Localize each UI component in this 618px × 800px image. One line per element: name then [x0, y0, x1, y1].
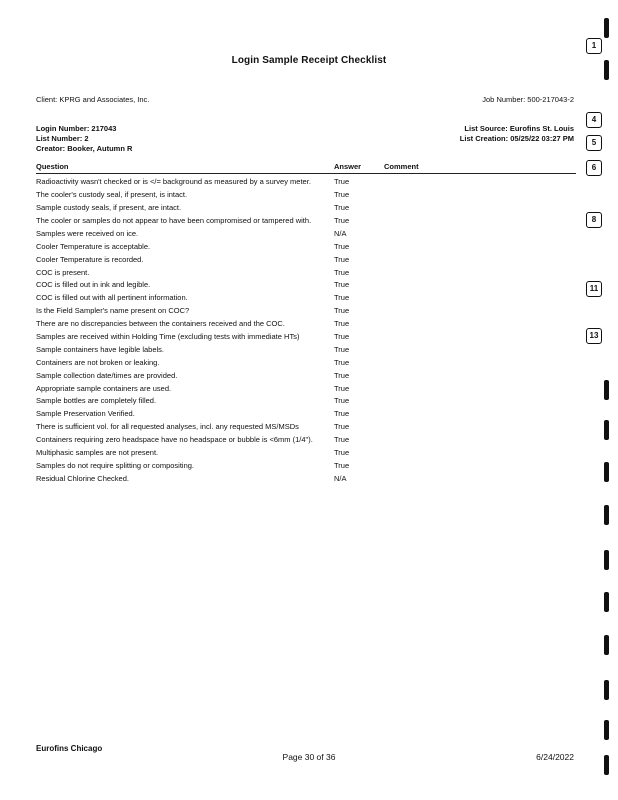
side-tab: 11 — [586, 281, 602, 297]
table-body — [36, 178, 576, 483]
row-answer: True — [334, 177, 350, 187]
table-row — [36, 436, 576, 445]
row-answer: True — [334, 370, 350, 380]
table-row — [36, 281, 576, 290]
row-answer: True — [334, 280, 350, 290]
row-comment — [384, 320, 576, 329]
row-question: Radioactivity wasn't checked or is </= background as measured by a survey meter. — [36, 177, 311, 187]
row-question: COC is filled out in ink and legible. — [36, 280, 151, 290]
row-question: Sample collection date/times are provided. — [36, 370, 178, 380]
table-row — [36, 256, 576, 265]
row-comment — [384, 204, 576, 213]
edge-mark — [604, 380, 609, 400]
edge-mark — [604, 60, 609, 80]
table-row — [36, 385, 576, 394]
row-comment — [384, 397, 576, 406]
row-comment — [384, 217, 576, 226]
row-question: There are no discrepancies between the containers received and the COC. — [36, 319, 285, 329]
table-row — [36, 191, 576, 200]
table-row — [36, 359, 576, 368]
row-question: Residual Chlorine Checked. — [36, 473, 129, 483]
row-question: Multiphasic samples are not present. — [36, 448, 159, 457]
list-number: List Number: 2 — [36, 134, 89, 143]
row-answer: N/A — [334, 473, 347, 483]
row-comment — [384, 372, 576, 381]
row-question: Containers are not broken or leaking. — [36, 357, 160, 367]
table-row — [36, 346, 576, 355]
row-comment — [384, 307, 576, 316]
table-row — [36, 217, 576, 226]
list-source: List Source: Eurofins St. Louis — [464, 124, 574, 133]
row-comment — [384, 281, 576, 290]
creator: Creator: Booker, Autumn R — [36, 144, 133, 153]
row-comment — [384, 178, 576, 187]
table-header — [36, 162, 576, 174]
side-tab: 1 — [586, 38, 602, 54]
row-comment — [384, 333, 576, 342]
footer-lab: Eurofins Chicago — [36, 744, 103, 753]
client-name: Client: KPRG and Associates, Inc. — [36, 95, 150, 104]
table-row — [36, 178, 576, 187]
edge-mark — [604, 505, 609, 525]
row-answer: N/A — [334, 228, 347, 238]
row-comment — [384, 423, 576, 432]
row-comment — [384, 385, 576, 394]
side-tab: 4 — [586, 112, 602, 128]
row-comment — [384, 256, 576, 265]
side-tab: 5 — [586, 135, 602, 151]
row-comment — [384, 436, 576, 445]
row-question: Sample custody seals, if present, are intact. — [36, 203, 182, 213]
header-question: Question — [36, 162, 69, 171]
table-row — [36, 320, 576, 329]
row-answer: True — [334, 383, 350, 393]
table-row — [36, 294, 576, 303]
row-answer: True — [334, 409, 350, 419]
row-comment — [384, 359, 576, 368]
row-question: COC is present. — [36, 267, 90, 277]
table-row — [36, 397, 576, 406]
row-answer: True — [334, 190, 350, 200]
row-question: Samples were received on ice. — [36, 228, 139, 238]
row-answer: True — [334, 331, 350, 341]
checklist-table — [36, 162, 576, 483]
edge-mark — [604, 550, 609, 570]
row-comment — [384, 410, 576, 419]
row-answer: True — [334, 203, 350, 213]
footer-date: 6/24/2022 — [536, 752, 574, 762]
footer-page: Page 30 of 36 — [282, 752, 336, 762]
table-row — [36, 243, 576, 252]
row-question: Containers requiring zero headspace have no headspace or bubble is <6mm (1/4"). — [36, 435, 313, 445]
row-answer: True — [334, 357, 350, 367]
table-row — [36, 230, 576, 239]
edge-mark — [604, 755, 609, 775]
row-answer: True — [334, 460, 350, 470]
row-comment — [384, 475, 576, 484]
table-row — [36, 475, 576, 484]
edge-mark — [604, 680, 609, 700]
row-comment — [384, 346, 576, 355]
header-comment: Comment — [384, 162, 419, 171]
row-comment — [384, 269, 576, 278]
table-row — [36, 423, 576, 432]
row-comment — [384, 294, 576, 303]
row-question: Cooler Temperature is recorded. — [36, 254, 144, 264]
header-answer: Answer — [334, 162, 362, 171]
table-row — [36, 449, 576, 458]
row-answer: True — [334, 448, 350, 457]
row-answer: True — [334, 267, 350, 277]
row-answer: True — [334, 396, 350, 406]
row-question: Is the Field Sampler's name present on COC? — [36, 306, 190, 316]
page-title: Login Sample Receipt Checklist — [231, 55, 387, 66]
edge-mark — [604, 635, 609, 655]
row-comment — [384, 230, 576, 239]
edge-mark — [604, 720, 609, 740]
row-comment — [384, 449, 576, 458]
row-question: COC is filled out with all pertinent information. — [36, 293, 188, 303]
edge-mark — [604, 592, 609, 612]
table-row — [36, 462, 576, 471]
list-creation: List Creation: 05/25/22 03:27 PM — [459, 134, 574, 143]
row-question: Sample containers have legible labels. — [36, 344, 164, 354]
row-question: Samples are received within Holding Time (excluding tests with immediate HTs) — [36, 331, 300, 341]
table-row — [36, 372, 576, 381]
row-answer: True — [334, 422, 350, 432]
row-answer: True — [334, 319, 350, 329]
row-question: Sample Preservation Verified. — [36, 409, 135, 419]
table-row — [36, 333, 576, 342]
login-number: Login Number: 217043 — [36, 124, 117, 133]
row-answer: True — [334, 435, 350, 445]
row-comment — [384, 191, 576, 200]
edge-mark — [604, 18, 609, 38]
row-answer: True — [334, 344, 350, 354]
side-tab: 8 — [586, 212, 602, 228]
edge-mark — [604, 462, 609, 482]
row-question: The cooler or samples do not appear to have been compromised or tampered with. — [36, 215, 312, 225]
table-row — [36, 269, 576, 278]
row-question: Samples do not require splitting or compositing. — [36, 460, 194, 470]
row-answer: True — [334, 306, 350, 316]
row-comment — [384, 243, 576, 252]
row-question: Cooler Temperature is acceptable. — [36, 241, 151, 251]
row-answer: True — [334, 241, 350, 251]
table-row — [36, 307, 576, 316]
edge-mark — [604, 420, 609, 440]
table-row — [36, 204, 576, 213]
row-answer: True — [334, 254, 350, 264]
table-row — [36, 410, 576, 419]
row-answer: True — [334, 215, 350, 225]
job-number: Job Number: 500-217043-2 — [482, 95, 574, 104]
row-question: The cooler's custody seal, if present, is intact. — [36, 190, 188, 200]
side-tab: 13 — [586, 328, 602, 344]
row-question: Appropriate sample containers are used. — [36, 383, 172, 393]
row-comment — [384, 462, 576, 471]
row-question: There is sufficient vol. for all requested analyses, incl. any requested MS/MSDs — [36, 422, 299, 432]
side-tab: 6 — [586, 160, 602, 176]
row-question: Sample bottles are completely filled. — [36, 396, 157, 406]
row-answer: True — [334, 293, 350, 303]
